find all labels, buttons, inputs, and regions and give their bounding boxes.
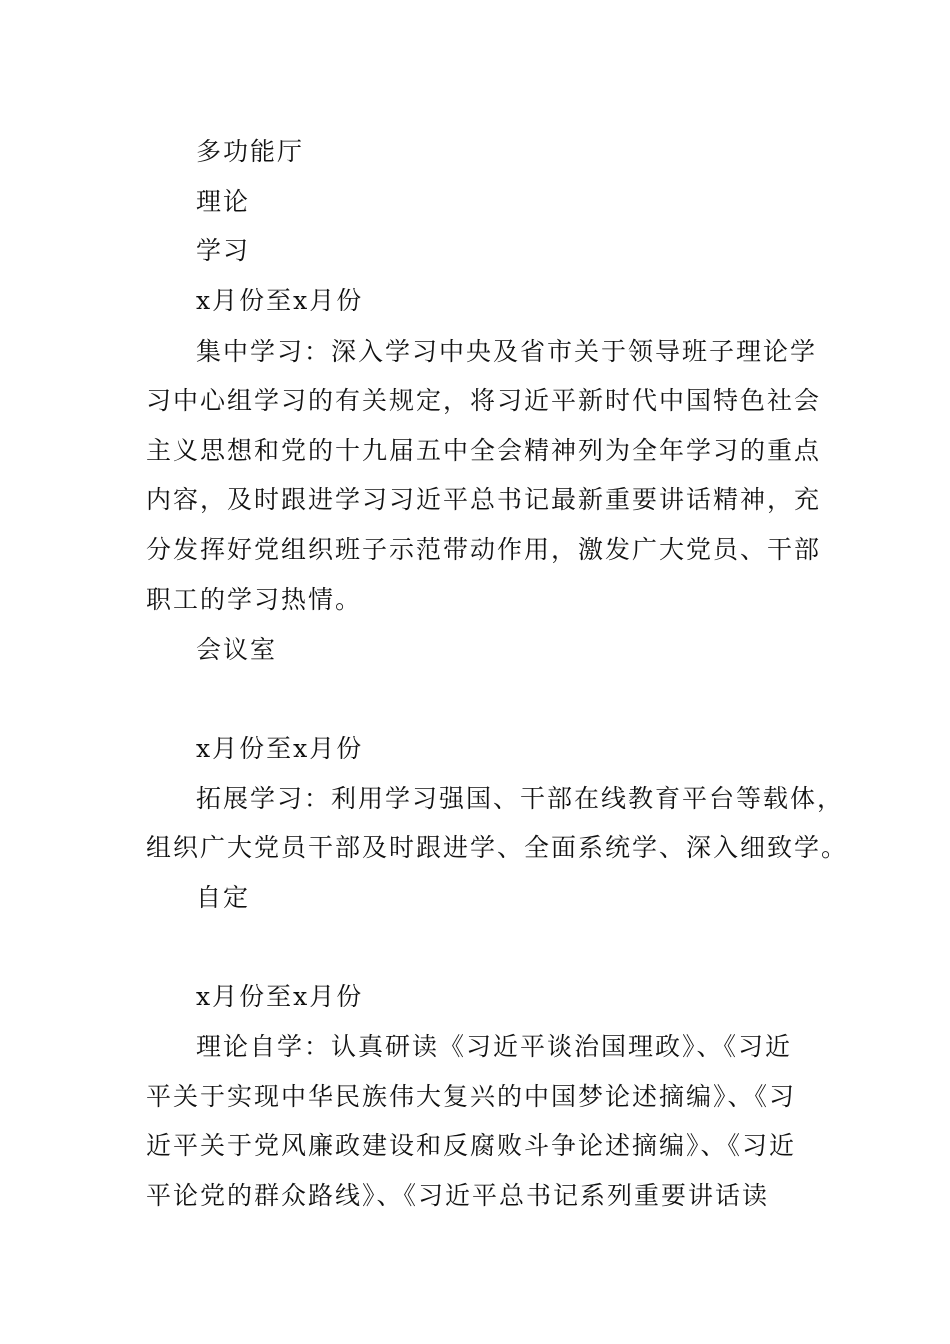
paragraph-2-line-1: 拓展学习：利用学习强国、干部在线教育平台等载体， [196, 784, 845, 813]
paragraph-1-line-4: 内容，及时跟进学习习近平总书记最新重要讲话精神，充 [146, 485, 822, 514]
paragraph-1-line-2: 习中心组学习的有关规定，将习近平新时代中国特色社会 [146, 386, 822, 415]
category-theory: 理论 [196, 187, 251, 216]
time-range-3: x月份至x月份 [196, 982, 364, 1011]
time-range-1: x月份至x月份 [196, 286, 364, 315]
location-multifunction-hall: 多功能厅 [196, 137, 305, 166]
paragraph-3-line-4: 平论党的群众路线》、《习近平总书记系列重要讲话读 [146, 1181, 770, 1210]
location-meeting-room: 会议室 [196, 635, 278, 664]
location-self-determined: 自定 [196, 883, 251, 912]
paragraph-2-line-2: 组织广大党员干部及时跟进学、全面系统学、深入细致学。 [146, 833, 849, 862]
paragraph-3-line-1: 理论自学：认真研读《习近平谈治国理政》、《习近 [196, 1032, 793, 1061]
paragraph-1-line-3: 主义思想和党的十九届五中全会精神列为全年学习的重点 [146, 436, 822, 465]
paragraph-3-line-2: 平关于实现中华民族伟大复兴的中国梦论述摘编》、《习 [146, 1082, 797, 1111]
paragraph-1-line-1: 集中学习：深入学习中央及省市关于领导班子理论学 [196, 337, 818, 366]
paragraph-3-line-3: 近平关于党风廉政建设和反腐败斗争论述摘编》、《习近 [146, 1131, 797, 1160]
paragraph-1-line-5: 分发挥好党组织班子示范带动作用，激发广大党员、干部 [146, 535, 822, 564]
time-range-2: x月份至x月份 [196, 734, 364, 763]
paragraph-1-line-6: 职工的学习热情。 [146, 585, 363, 614]
category-study: 学习 [196, 236, 251, 265]
